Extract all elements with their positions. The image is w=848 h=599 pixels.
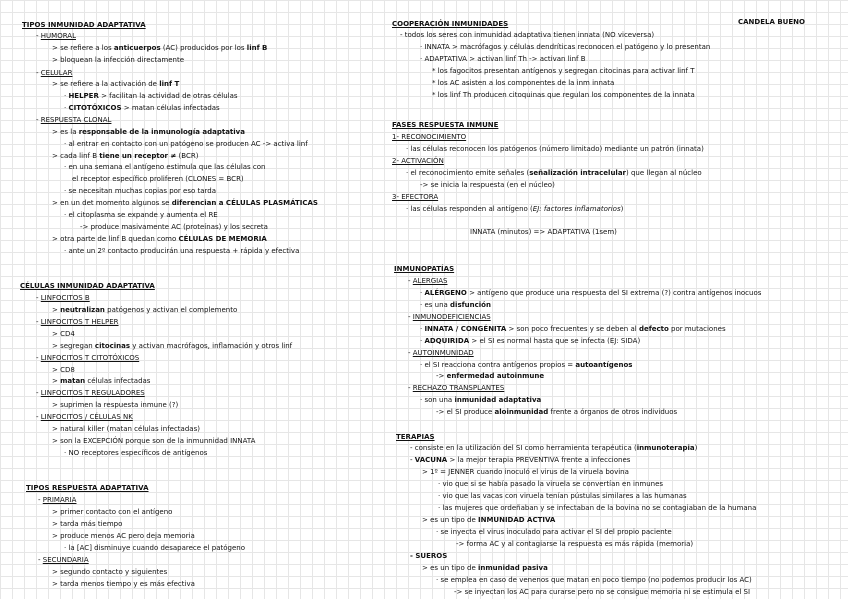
note-line: > CD8	[52, 366, 75, 374]
author-name: CANDELA BUENO	[738, 18, 805, 26]
note-line: -> se inyectan los AC para curarse pero no se consigue memoria ni se estimula el SI	[454, 588, 751, 596]
note-line: · el SI reacciona contra antígenos propios = autoantígenos	[420, 361, 633, 369]
note-line: · ALÉRGENO > antígeno que produce una respuesta del SI extrema (?) contra antígenos inocuos	[420, 289, 762, 297]
subheading: - CELULAR	[36, 69, 73, 77]
subheading: - RESPUESTA CLONAL	[36, 116, 112, 124]
note-line: > tarda menos tiempo y es más efectiva	[52, 580, 195, 588]
subheading: - AUTOINMUNIDAD	[408, 349, 474, 357]
note-line: · ADAPTATIVA > activan linf Th -> activan linf B	[420, 55, 586, 63]
note-line: · INNATA / CONGÉNITA > son poco frecuentes y se deben al defecto por mutaciones	[420, 325, 726, 333]
note-line: * los fagocitos presentan antígenos y segregan citocinas para activar linf T	[432, 67, 695, 75]
note-line: · INNATA > macrófagos y células dendríticas reconocen el patógeno y lo presentan	[420, 43, 711, 51]
note-line: · en una semana el antígeno estimula que las células con	[64, 163, 266, 171]
section-title: FASES RESPUESTA INMUNE	[392, 121, 499, 129]
note-line: > se refiere a los anticuerpos (AC) producidos por los linf B	[52, 44, 268, 52]
note-line: > segregan citocinas y activan macrófagos, inflamación y otros linf	[52, 342, 293, 350]
subheading: 1- RECONOCIMIENTO	[392, 133, 467, 141]
note-line: > primer contacto con el antígeno	[52, 508, 173, 516]
note-line: -> produce masivamente AC (proteínas) y los secreta	[80, 223, 268, 231]
note-line: · las mujeres que ordeñaban y se infectaban de la bovina no se contagiaban de la humana	[438, 504, 757, 512]
note-line: · es una disfunción	[420, 301, 491, 309]
note-line: * los AC asisten a los componentes de la inm innata	[432, 79, 615, 87]
note-line: -> forma AC y al contagiarse la respuesta es más rápida (memoria)	[456, 540, 694, 548]
subheading: - LINFOCITOS T CITOTÓXICOS	[36, 354, 140, 362]
note-line: · son una inmunidad adaptativa	[420, 396, 542, 404]
note-line: · ante un 2º contacto producirán una respuesta + rápida y efectiva	[64, 247, 300, 255]
note-line: > segundo contacto y siguientes	[52, 568, 168, 576]
note-line: > es un tipo de INMUNIDAD ACTIVA	[422, 516, 556, 524]
note-line: > son la EXCEPCIÓN porque son de la inmunnidad INNATA	[52, 437, 256, 445]
note-line: > es la responsable de la inmunología adaptativa	[52, 128, 245, 136]
note-line: · se emplea en caso de venenos que matan en poco tiempo (no podemos producir los AC)	[436, 576, 752, 584]
subheading: 2- ACTIVACIÓN	[392, 157, 444, 165]
note-line: -> el SI produce aloinmunidad frente a órganos de otros individuos	[436, 408, 678, 416]
subheading: - RECHAZO TRANSPLANTES	[408, 384, 505, 392]
note-line: > se refiere a la activación de linf T	[52, 80, 180, 88]
note-line: > 1º = JENNER cuando inoculó el virus de la viruela bovina	[422, 468, 629, 476]
note-line: - VACUNA > la mejor terapia PREVENTIVA frente a infecciones	[410, 456, 631, 464]
subheading: 3- EFECTORA	[392, 193, 439, 201]
note-line: · el citoplasma se expande y aumenta el RE	[64, 211, 218, 219]
note-line: > bloquean la infección directamente	[52, 56, 185, 64]
note-line: > produce menos AC pero deja memoria	[52, 532, 195, 540]
section-title: TERAPIAS	[396, 433, 435, 441]
note-line: > es un tipo de inmunidad pasiva	[422, 564, 548, 572]
note-line: -> se inicia la respuesta (en el núcleo)	[420, 181, 555, 189]
note-line: > CD4	[52, 330, 75, 338]
note-line: · las células responden al antígeno (EJ: factores inflamatorios)	[406, 205, 624, 213]
section-title: TIPOS INMUNIDAD ADAPTATIVA	[22, 21, 146, 29]
note-line: -> enfermedad autoinmune	[436, 372, 545, 380]
note-line: > en un det momento algunos se diferencian a CÉLULAS PLASMÁTICAS	[52, 199, 318, 207]
note-line: > natural killer (matan células infectadas)	[52, 425, 200, 433]
subheading: - LINFOCITOS T HELPER	[36, 318, 119, 326]
note-line: · ADQUIRIDA > el SI es normal hasta que se infecta (EJ: SIDA)	[420, 337, 641, 345]
note-line: > neutralizan patógenos y activan el complemento	[52, 306, 238, 314]
subheading: - LINFOCITOS T REGULADORES	[36, 389, 145, 397]
note-line: · se necesitan muchas copias por eso tarda	[64, 187, 217, 195]
subheading: - HUMORAL	[36, 32, 76, 40]
note-line: > tarda más tiempo	[52, 520, 123, 528]
note-line: > suprimen la respuesta inmune (?)	[52, 401, 179, 409]
note-line: - todos los seres con inmunidad adaptativa tienen innata (NO viceversa)	[400, 31, 655, 39]
note-line: · vio que si se había pasado la viruela se convertían en inmunes	[438, 480, 664, 488]
note-line: * los linf Th producen citoquinas que regulan los componentes de la innata	[432, 91, 695, 99]
subheading: - INMUNODEFICIENCIAS	[408, 313, 491, 321]
note-line: > matan células infectadas	[52, 377, 151, 385]
section-title: INMUNOPATÍAS	[394, 265, 455, 273]
note-line: · el reconocimiento emite señales (señalización intracelular) que llegan al núcleo	[406, 169, 702, 177]
note-line: · las células reconocen los patógenos (número limitado) mediante un patrón (innata)	[406, 145, 704, 153]
subheading: - LINFOCITOS / CÉLULAS NK	[36, 413, 133, 421]
note-line: el receptor específico proliferen (CLONES = BCR)	[72, 175, 244, 183]
note-line: > otra parte de linf B quedan como CÉLULAS DE MEMORIA	[52, 235, 267, 243]
note-line: · NO receptores específicos de antígenos	[64, 449, 208, 457]
subheading: - ALERGIAS	[408, 277, 448, 285]
subheading: - SECUNDARIA	[38, 556, 89, 564]
note-line: · HELPER > facilitan la actividad de otras células	[64, 92, 238, 100]
subheading: - SUEROS	[410, 552, 448, 560]
note-line: · al entrar en contacto con un patógeno se producen AC -> activa linf	[64, 140, 308, 148]
note-line: · la [AC] disminuye cuando desaparece el patógeno	[64, 544, 245, 552]
note-line: - consiste en la utilización del SI como herramienta terapéutica (inmunoterapia)	[410, 444, 698, 452]
subheading: - PRIMARIA	[38, 496, 77, 504]
note-line: INNATA (minutos) => ADAPTATIVA (1sem)	[470, 228, 617, 236]
section-title: CÉLULAS INMUNIDAD ADAPTATIVA	[20, 282, 155, 290]
note-line: · CITOTÓXICOS > matan células infectadas	[64, 104, 220, 112]
note-line: · se inyecta el virus inoculado para activar el SI del propio paciente	[436, 528, 672, 536]
note-line: · vio que las vacas con viruela tenían pústulas similares a las humanas	[438, 492, 687, 500]
note-line: > cada linf B tiene un receptor ≠ (BCR)	[52, 152, 199, 160]
section-title: TIPOS RESPUESTA ADAPTATIVA	[26, 484, 149, 492]
subheading: - LINFOCITOS B	[36, 294, 90, 302]
section-title: COOPERACIÓN INMUNIDADES	[392, 20, 509, 28]
